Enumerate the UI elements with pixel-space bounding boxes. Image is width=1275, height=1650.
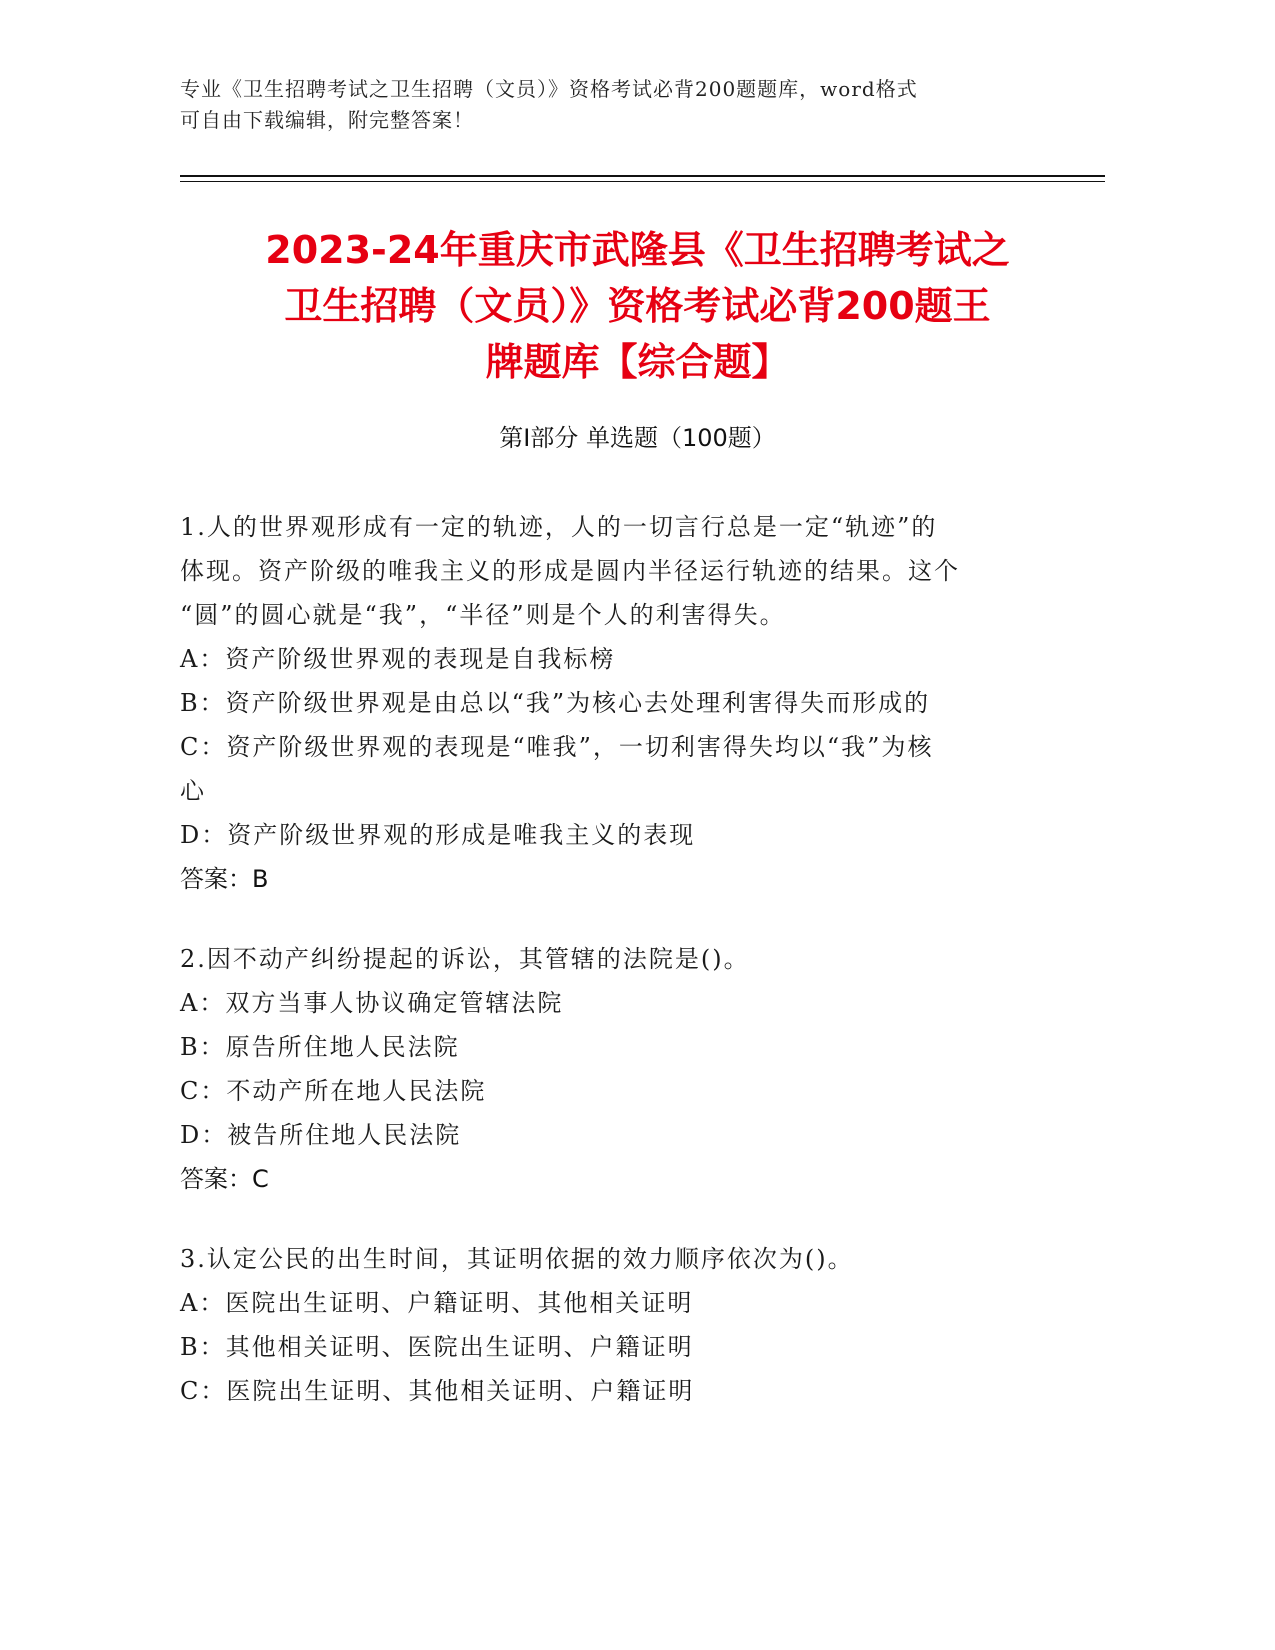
header-divider-thick [180, 175, 1105, 177]
question-2 [180, 937, 1050, 1201]
title-line: 2023-24年重庆市武隆县《卫生招聘考试之 [265, 228, 1010, 272]
header-divider-thin [180, 181, 1105, 182]
answer-line: 答案：C [180, 1165, 269, 1193]
title-line: 卫生招聘（文员）》资格考试必背200题王 [284, 284, 991, 328]
header-note-line: 可自由下载编辑，附完整答案！ [180, 108, 474, 132]
header-note-line: 专业《卫生招聘考试之卫生招聘（文员）》资格考试必背200题题库，word格式 [180, 77, 918, 101]
question-1 [180, 505, 1050, 901]
question-list [180, 505, 1050, 1449]
option-b: B：其他相关证明、医院出生证明、户籍证明 [180, 1333, 694, 1361]
option-a: A：医院出生证明、户籍证明、其他相关证明 [180, 1289, 694, 1317]
option-a: A：双方当事人协议确定管辖法院 [180, 989, 564, 1017]
section-heading: 第Ⅰ部分 单选题（100题） [499, 424, 776, 452]
question-stem-line: 体现。资产阶级的唯我主义的形成是圆内半径运行轨迹的结果。这个 [180, 557, 960, 585]
option-b: B：原告所住地人民法院 [180, 1033, 460, 1061]
question-stem-line: “圆”的圆心就是“我”，“半径”则是个人的利害得失。 [180, 601, 786, 629]
option-c: C：不动产所在地人民法院 [180, 1077, 487, 1105]
option-c: C：资产阶级世界观的表现是“唯我”，一切利害得失均以“我”为核 [180, 733, 934, 761]
document-title [150, 222, 1125, 390]
answer-line: 答案：B [180, 865, 269, 893]
question-stem-line: 1.人的世界观形成有一定的轨迹，人的一切言行总是一定“轨迹”的 [180, 513, 938, 541]
title-line: 牌题库【综合题】 [485, 340, 790, 384]
question-stem-line: 3.认定公民的出生时间，其证明依据的效力顺序依次为()。 [180, 1245, 854, 1273]
option-d: D：资产阶级世界观的形成是唯我主义的表现 [180, 821, 696, 849]
question-stem-line: 2.因不动产纠纷提起的诉讼，其管辖的法院是()。 [180, 945, 750, 973]
option-c-continued: 心 [180, 777, 206, 805]
option-b: B：资产阶级世界观是由总以“我”为核心去处理利害得失而形成的 [180, 689, 931, 717]
option-a: A：资产阶级世界观的表现是自我标榜 [180, 645, 616, 673]
option-c: C：医院出生证明、其他相关证明、户籍证明 [180, 1377, 695, 1405]
header-note [180, 74, 1100, 136]
question-3 [180, 1237, 1050, 1413]
option-d: D：被告所住地人民法院 [180, 1121, 462, 1149]
